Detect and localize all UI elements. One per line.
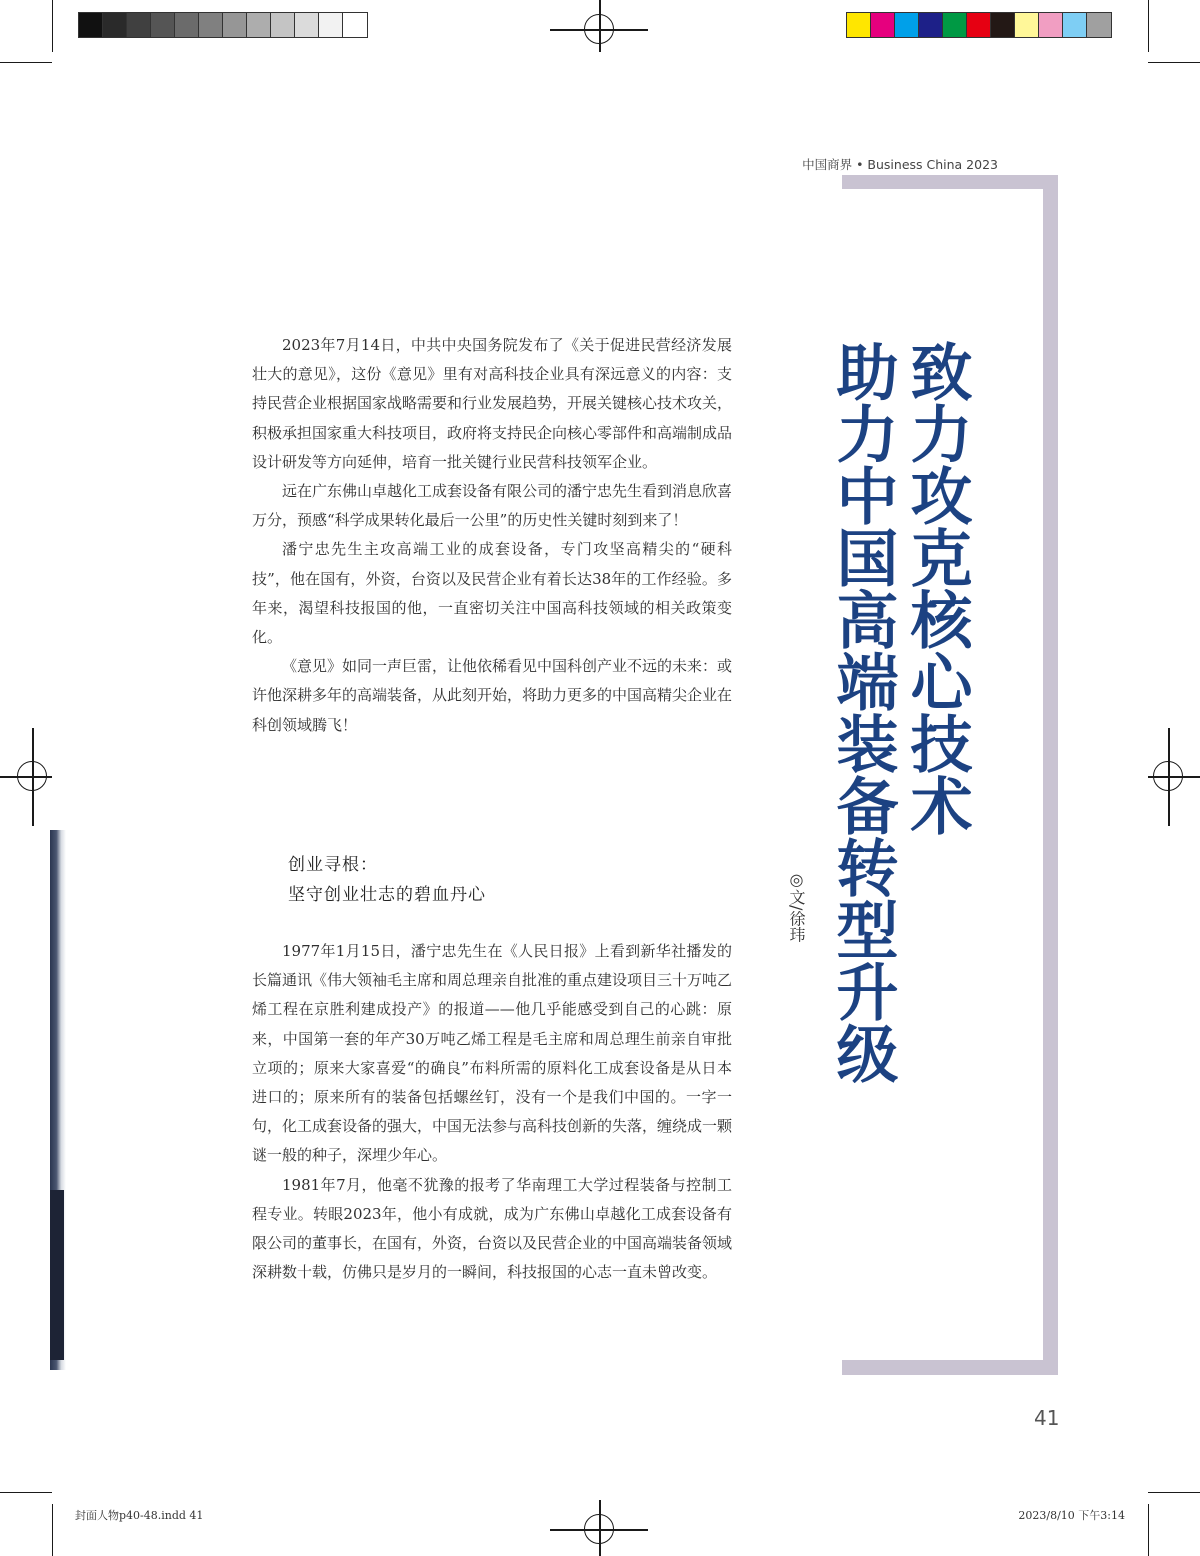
article-body-intro bbox=[252, 331, 732, 740]
color-swatch bbox=[919, 13, 943, 37]
registration-line bbox=[32, 728, 34, 826]
color-swatch bbox=[1087, 13, 1111, 37]
gray-swatch bbox=[127, 13, 151, 37]
gray-swatch bbox=[199, 13, 223, 37]
title-bracket-side bbox=[1043, 175, 1058, 1375]
color-swatch bbox=[847, 13, 871, 37]
gray-swatch bbox=[343, 13, 367, 37]
process-color-bar bbox=[846, 12, 1112, 38]
gray-swatch bbox=[271, 13, 295, 37]
gray-swatch bbox=[103, 13, 127, 37]
gray-swatch bbox=[175, 13, 199, 37]
crop-mark bbox=[1148, 1504, 1149, 1556]
gray-swatch bbox=[223, 13, 247, 37]
gray-swatch bbox=[79, 13, 103, 37]
footer-timestamp: 2023/8/10 下午3:14 bbox=[1018, 1509, 1125, 1522]
gray-swatch bbox=[151, 13, 175, 37]
grayscale-color-bar bbox=[78, 12, 368, 38]
section-subheading bbox=[288, 850, 486, 910]
running-head: 中国商界 • Business China 2023 bbox=[802, 157, 998, 172]
paragraph: 潘宁忠先生主攻高端工业的成套设备，专门攻坚高精尖的“硬科技”，他在国有，外资，台资以及民营企业有着长达38年的工作经验。多年来，渴望科技报国的他，一直密切关注中国高科技领域的相关政策变化。 bbox=[252, 540, 732, 647]
page-number: 41 bbox=[1034, 1406, 1060, 1430]
paragraph: 远在广东佛山卓越化工成套设备有限公司的潘宁忠先生看到消息欣喜万分，预感“科学成果转化最后一公里”的历史性关键时刻到来了！ bbox=[252, 482, 733, 530]
gray-swatch bbox=[295, 13, 319, 37]
paragraph: 1977年1月15日，潘宁忠先生在《人民日报》上看到新华社播发的长篇通讯《伟大领袖毛主席和周总理亲自批准的重点建设项目三十万吨乙烯工程在京胜利建成投产》的报道——他几乎能感受到自己的心跳：原来，中国第一套的年产30万吨乙烯工程是毛主席和周总理生前亲自审批立项的；原来大家喜爱“的确良”布料所需的原料化工成套设备是从日本进口的；原来所有的装备包括螺丝钉，没有一个是我们中国的。一字一句，化工成套设备的强大，中国无法参与高科技创新的失落，缠绕成一颗谜一般的种子，深埋少年心。 bbox=[252, 942, 733, 1165]
color-swatch bbox=[895, 13, 919, 37]
crop-mark bbox=[1148, 1492, 1200, 1493]
color-swatch bbox=[943, 13, 967, 37]
paragraph: 1981年7月，他毫不犹豫的报考了华南理工大学过程装备与控制工程专业。转眼2023年，他小有成就，成为广东佛山卓越化工成套设备有限公司的董事长，在国有，外资，台资以及民营企业的中国高端装备领域深耕数十载，仿佛只是岁月的一瞬间，科技报国的心志一直未曾改变。 bbox=[252, 1175, 733, 1282]
crop-mark bbox=[1148, 0, 1149, 52]
facing-page-photo-edge bbox=[50, 1190, 64, 1360]
color-swatch bbox=[871, 13, 895, 37]
color-swatch bbox=[967, 13, 991, 37]
crop-mark bbox=[52, 0, 53, 52]
color-swatch bbox=[1063, 13, 1087, 37]
title-line-2: 助力中国高端装备转型升级 bbox=[826, 340, 899, 1084]
crop-mark bbox=[1148, 62, 1200, 63]
gray-swatch bbox=[319, 13, 343, 37]
registration-line bbox=[0, 776, 52, 778]
registration-line bbox=[599, 0, 601, 52]
crop-mark bbox=[0, 62, 52, 63]
article-body-section bbox=[252, 937, 732, 1287]
gray-swatch bbox=[247, 13, 271, 37]
title-bracket-bottom bbox=[842, 1360, 1058, 1375]
registration-line bbox=[1168, 728, 1170, 826]
color-swatch bbox=[991, 13, 1015, 37]
registration-line bbox=[1148, 776, 1200, 778]
title-bracket-top bbox=[842, 175, 1058, 189]
color-swatch bbox=[1015, 13, 1039, 37]
subheading-line-1: 创业寻根： bbox=[288, 855, 378, 875]
subheading-line-2: 坚守创业壮志的碧血丹心 bbox=[288, 885, 486, 905]
paragraph: 《意见》如同一声巨雷，让他依稀看见中国科创产业不远的未来：或许他深耕多年的高端装备，从此刻开始，将助力更多的中国高精尖企业在科创领域腾飞！ bbox=[252, 657, 733, 734]
registration-line bbox=[599, 1500, 601, 1556]
title-line-1: 致力攻克核心技术 bbox=[900, 340, 973, 836]
byline: ◎文/徐玮 bbox=[787, 870, 806, 943]
paragraph: 2023年7月14日，中共中央国务院发布了《关于促进民营经济发展壮大的意见》，这份《意见》里有对高科技企业具有深远意义的内容：支持民营企业根据国家战略需要和行业发展趋势，开展关键核心技术攻关，积极承担国家重大科技项目，政府将支持民企向核心零部件和高端制成品设计研发等方向延伸，培育一批关键行业民营科技领军企业。 bbox=[252, 336, 733, 471]
crop-mark bbox=[52, 1504, 53, 1556]
color-swatch bbox=[1039, 13, 1063, 37]
crop-mark bbox=[0, 1492, 52, 1493]
footer-file-slug: 封面人物p40-48.indd 41 bbox=[75, 1509, 204, 1522]
